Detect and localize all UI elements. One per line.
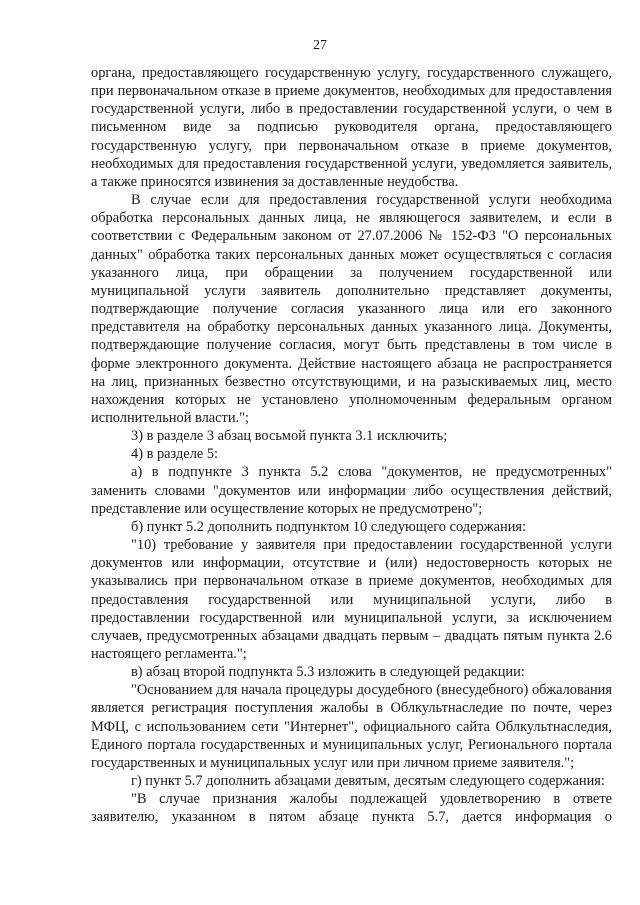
document-body <box>91 64 612 827</box>
paragraph-subitem-g: г) пункт 5.7 дополнить абзацами девятым, десятым следующего содержания: <box>131 773 605 790</box>
paragraph-subitem-a: а) в подпункте 3 пункта 5.2 слова "документов, не предусмотренных" заменить словами "документов или информации либо осуществления действий, представление или осуществление которых не предусмотрено"; <box>91 464 612 517</box>
paragraph-continuation: органа, предоставляющего государственную услугу, государственного служащего, при первоначальном отказе в приеме документов, необходимых для предоставления государственной услуги, либо в предоставлении государственной услуги, о чем в письменном виде за подписью руководителя органа, предоставляющего государственную услугу, при первоначальном отказе в приеме документов, необходимых для предоставления государственной услуги, уведомляется заявитель, а также приносятся извинения за доставленные неудобства. <box>91 65 612 190</box>
paragraph-personal-data: В случае если для предоставления государственной услуги необходима обработка персональных данных лица, не являющегося заявителем, и если в соответствии с Федеральным законом от 27.07.2006 № 152-ФЗ "О персональных данных" обработка таких персональных данных может осуществляться с согласия указанного лица, при обращении за получением государственной или муниципальной услуги заявитель дополнительно представляет документы, подтверждающие получение согласия указанного лица или его законного представителя на обработку персональных данных указанного лица. Документы, подтверждающие получение согласия, могут быть представлены в том числе в форме электронного документа. Действие настоящего абзаца не распространяется на лиц, признанных безвестно отсутствующими, и на разыскиваемых лиц, место нахождения которых не установлено уполномоченным федеральным органом исполнительной власти."; <box>91 192 612 426</box>
paragraph-quote-basis: "Основанием для начала процедуры досудебного (внесудебного) обжалования является регистрация поступления жалобы в Облкультнаследие по почте, через МФЦ, с использованием сети "Интернет", официального сайта Облкультнаследия, Единого портала государственных и муниципальных услуг, Регионального портала государственных и муниципальных услуг или при личном приеме заявителя."; <box>91 682 612 771</box>
paragraph-quote-complaint: "В случае признания жалобы подлежащей удовлетворению в ответе заявителю, указанном в пятом абзаце пункта 5.7, дается информация о <box>91 791 612 826</box>
paragraph-subitem-v: в) абзац второй подпункта 5.3 изложить в следующей редакции: <box>131 664 525 681</box>
paragraph-item-4: 4) в разделе 5: <box>131 446 219 463</box>
paragraph-item-3: 3) в разделе 3 абзац восьмой пункта 3.1 исключить; <box>131 428 448 445</box>
paragraph-quote-10: "10) требование у заявителя при предоставлении государственной услуги документов или информации, отсутствие и (или) недостоверность которых не указывались при первоначальном отказе в приеме документов, необходимых для предоставления государственной или муниципальной услуги, либо в предоставлении государственной или муниципальной услуги, за исключением случаев, предусмотренных абзацами двадцать первым – двадцать пятым пункта 2.6 настоящего регламента."; <box>91 537 612 662</box>
paragraph-subitem-b: б) пункт 5.2 дополнить подпунктом 10 следующего содержания: <box>131 518 527 535</box>
page-number: 27 <box>313 38 327 53</box>
